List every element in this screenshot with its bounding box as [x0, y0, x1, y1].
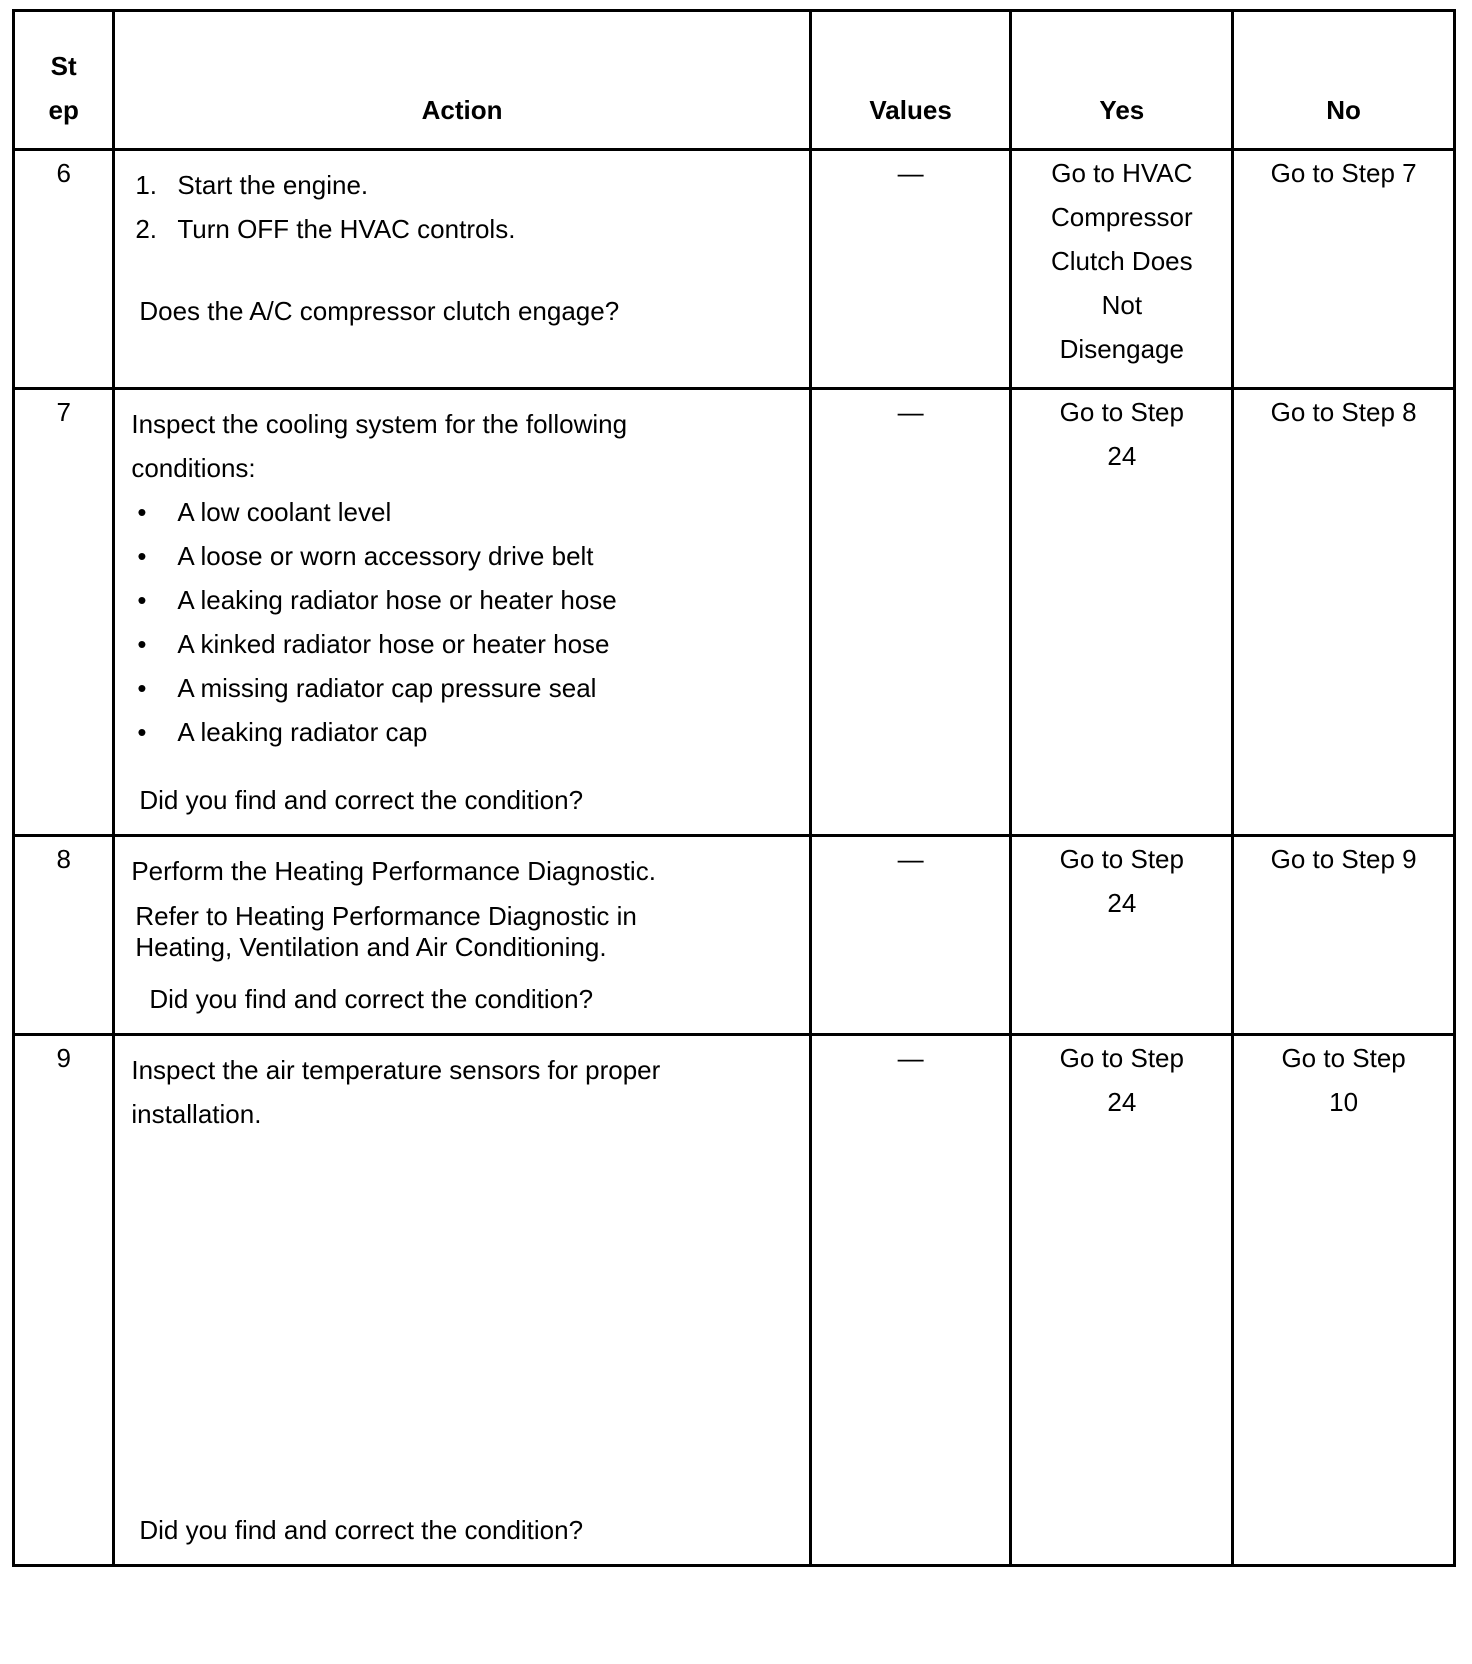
header-yes: Yes — [1011, 11, 1233, 150]
no-cell: Go to Step 7 — [1233, 150, 1455, 389]
question-text: Does the A/C compressor clutch engage? — [139, 296, 620, 326]
no-cell: Go to Step 10 — [1233, 1035, 1455, 1566]
question-text: Did you find and correct the condition? — [149, 984, 594, 1014]
header-row — [14, 11, 1455, 150]
step-number: 6 — [14, 150, 114, 389]
header-values: Values — [810, 11, 1011, 150]
list-item: • A low coolant level — [137, 497, 392, 527]
intro-text: Inspect the air temperature sensors for proper — [131, 1055, 661, 1085]
header-step — [14, 11, 114, 150]
table-row-step-9 — [14, 1035, 1455, 1566]
action-step: 1. Start the engine. — [135, 170, 369, 200]
step-number: 7 — [14, 389, 114, 836]
question-text: Did you find and correct the condition? — [139, 1515, 584, 1545]
table-row-step-7 — [14, 389, 1455, 836]
refer-text: Refer to Heating Performance Diagnostic in Heating, Ventilation and Air Conditioning. — [135, 901, 637, 962]
no-cell: Go to Step 9 — [1233, 836, 1455, 1035]
values-cell: — — [810, 1035, 1011, 1566]
header-step-line1: St — [50, 51, 77, 81]
table-row-step-6 — [14, 150, 1455, 389]
intro-text: Perform the Heating Performance Diagnostic. — [131, 856, 656, 886]
step-number: 8 — [14, 836, 114, 1035]
yes-cell: Go to Step 24 — [1011, 389, 1233, 836]
condition-list — [131, 490, 796, 754]
action-cell — [114, 836, 810, 1035]
values-cell: — — [810, 150, 1011, 389]
header-no: No — [1233, 11, 1455, 150]
yes-cell: Go to HVAC Compressor Clutch Does Not Disengage — [1011, 150, 1233, 389]
header-action: Action — [114, 11, 810, 150]
action-cell — [114, 1035, 810, 1566]
table-row-step-8 — [14, 836, 1455, 1035]
list-item: • A missing radiator cap pressure seal — [137, 673, 597, 703]
header-step-line2: ep — [48, 95, 79, 125]
action-step: 2. Turn OFF the HVAC controls. — [135, 214, 516, 244]
action-step-list — [131, 163, 796, 251]
yes-cell: Go to Step 24 — [1011, 836, 1233, 1035]
action-cell — [114, 150, 810, 389]
list-item: • A leaking radiator hose or heater hose — [137, 585, 617, 615]
list-item: • A leaking radiator cap — [137, 717, 428, 747]
no-cell: Go to Step 8 — [1233, 389, 1455, 836]
values-cell: — — [810, 389, 1011, 836]
intro-text: installation. — [131, 1099, 262, 1129]
step-number: 9 — [14, 1035, 114, 1566]
action-cell — [114, 389, 810, 836]
list-item: • A loose or worn accessory drive belt — [137, 541, 594, 571]
list-item: • A kinked radiator hose or heater hose — [137, 629, 610, 659]
yes-cell: Go to Step 24 — [1011, 1035, 1233, 1566]
question-text: Did you find and correct the condition? — [139, 785, 584, 815]
intro-text: conditions: — [131, 453, 256, 483]
intro-text: Inspect the cooling system for the following — [131, 409, 628, 439]
diagnostic-table — [12, 9, 1456, 1567]
values-cell: — — [810, 836, 1011, 1035]
